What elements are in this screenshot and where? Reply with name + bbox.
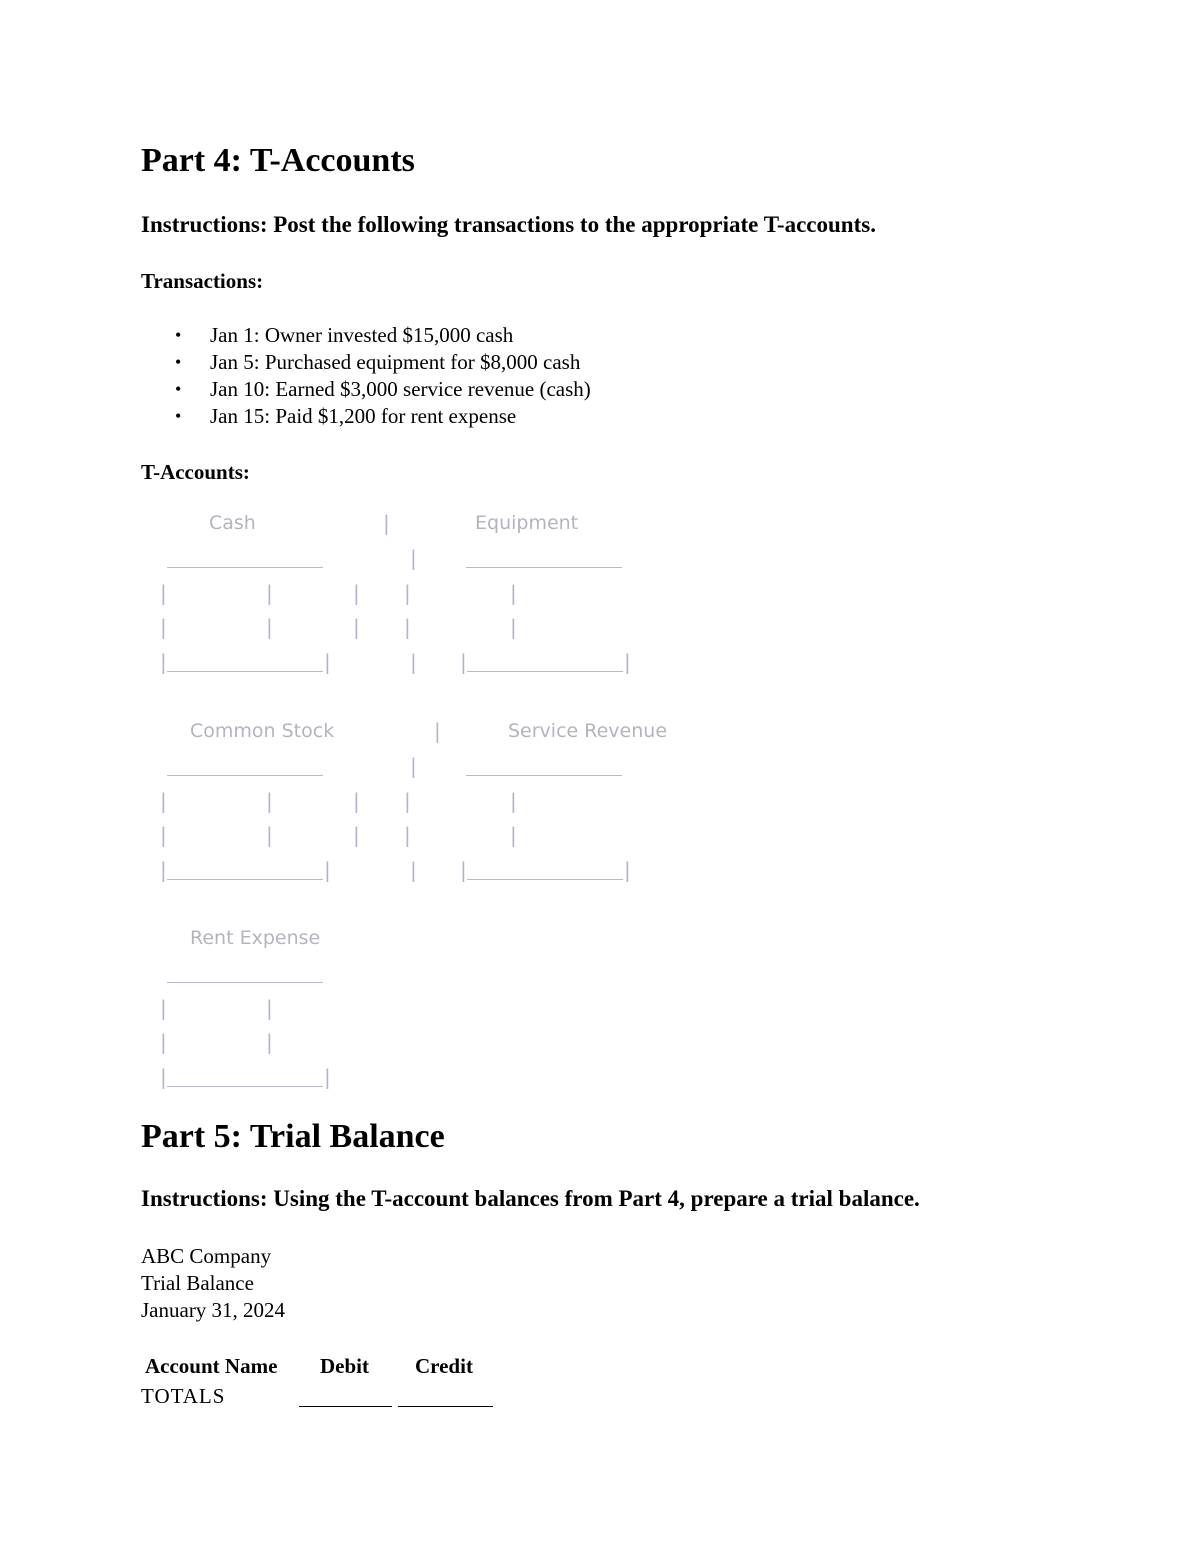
totals-label: TOTALS bbox=[141, 1384, 226, 1408]
divider-bar: | bbox=[353, 581, 360, 605]
divider-bar: | bbox=[160, 581, 167, 605]
divider-bar: | bbox=[266, 996, 273, 1020]
t-line bbox=[467, 671, 623, 672]
column-header-debit: Debit bbox=[320, 1354, 369, 1378]
divider-bar: | bbox=[324, 650, 331, 674]
t-line bbox=[167, 879, 323, 880]
account-title-rent-expense: Rent Expense bbox=[190, 927, 321, 949]
report-name: Trial Balance bbox=[141, 1271, 254, 1295]
divider-bar: | bbox=[404, 823, 411, 847]
taccounts-label: T-Accounts: bbox=[141, 460, 250, 484]
column-header-credit: Credit bbox=[415, 1354, 473, 1378]
divider-bar: | bbox=[353, 823, 360, 847]
company-name: ABC Company bbox=[141, 1244, 272, 1268]
divider-bar: | bbox=[353, 615, 360, 639]
divider-bar: | bbox=[460, 858, 467, 882]
transaction-list bbox=[172, 322, 591, 430]
bullet-icon: • bbox=[175, 325, 182, 345]
report-date: January 31, 2024 bbox=[141, 1298, 286, 1322]
divider-bar: | bbox=[160, 615, 167, 639]
bullet-icon: • bbox=[175, 406, 182, 426]
divider-bar: | bbox=[624, 858, 631, 882]
part5-instructions: Instructions: Using the T-account balances from Part 4, prepare a trial balance. bbox=[141, 1186, 920, 1211]
divider-bar: | bbox=[266, 615, 273, 639]
divider-bar: | bbox=[160, 823, 167, 847]
divider-bar: | bbox=[404, 581, 411, 605]
account-title-service-revenue: Service Revenue bbox=[508, 720, 668, 742]
part4-title: Part 4: T-Accounts bbox=[141, 142, 415, 179]
divider-bar: | bbox=[160, 996, 167, 1020]
divider-bar: | bbox=[266, 581, 273, 605]
divider-bar: | bbox=[383, 511, 390, 535]
divider-bar: | bbox=[624, 650, 631, 674]
divider-bar: | bbox=[266, 1030, 273, 1054]
account-title-cash: Cash bbox=[209, 512, 256, 534]
list-item: • Jan 5: Purchased equipment for $8,000 cash bbox=[175, 350, 581, 374]
divider-bar: | bbox=[510, 789, 517, 813]
divider-bar: | bbox=[404, 789, 411, 813]
t-line bbox=[167, 775, 323, 776]
divider-bar: | bbox=[510, 823, 517, 847]
t-line bbox=[167, 671, 323, 672]
divider-bar: | bbox=[510, 615, 517, 639]
bullet-icon: • bbox=[175, 379, 182, 399]
account-title-common-stock: Common Stock bbox=[190, 720, 335, 742]
t-line bbox=[167, 982, 323, 983]
t-line bbox=[466, 775, 622, 776]
divider-bar: | bbox=[324, 1065, 331, 1089]
transactions-label: Transactions: bbox=[141, 269, 264, 293]
divider-bar: | bbox=[266, 823, 273, 847]
account-title-equipment: Equipment bbox=[475, 512, 579, 534]
divider-bar: | bbox=[434, 719, 441, 743]
t-line bbox=[167, 567, 323, 568]
column-header-account-name: Account Name bbox=[145, 1354, 278, 1378]
divider-bar: | bbox=[160, 789, 167, 813]
divider-bar: | bbox=[410, 546, 417, 570]
divider-bar: | bbox=[160, 650, 167, 674]
divider-bar: | bbox=[353, 789, 360, 813]
part4-instructions: Instructions: Post the following transactions to the appropriate T-accounts. bbox=[141, 212, 876, 237]
divider-bar: | bbox=[410, 650, 417, 674]
bullet-icon: • bbox=[175, 352, 182, 372]
divider-bar: | bbox=[160, 1065, 167, 1089]
part5-title: Part 5: Trial Balance bbox=[141, 1118, 445, 1155]
t-line bbox=[467, 879, 623, 880]
list-item: • Jan 15: Paid $1,200 for rent expense bbox=[175, 404, 517, 428]
divider-bar: | bbox=[410, 754, 417, 778]
debit-total-blank bbox=[299, 1406, 392, 1407]
list-item: • Jan 1: Owner invested $15,000 cash bbox=[175, 323, 514, 347]
divider-bar: | bbox=[510, 581, 517, 605]
list-item: • Jan 10: Earned $3,000 service revenue (cash) bbox=[175, 377, 591, 401]
divider-bar: | bbox=[266, 789, 273, 813]
divider-bar: | bbox=[160, 858, 167, 882]
divider-bar: | bbox=[324, 858, 331, 882]
credit-total-blank bbox=[398, 1406, 493, 1407]
t-line bbox=[466, 567, 622, 568]
t-line bbox=[167, 1086, 323, 1087]
divider-bar: | bbox=[460, 650, 467, 674]
divider-bar: | bbox=[404, 615, 411, 639]
divider-bar: | bbox=[160, 1030, 167, 1054]
divider-bar: | bbox=[410, 858, 417, 882]
